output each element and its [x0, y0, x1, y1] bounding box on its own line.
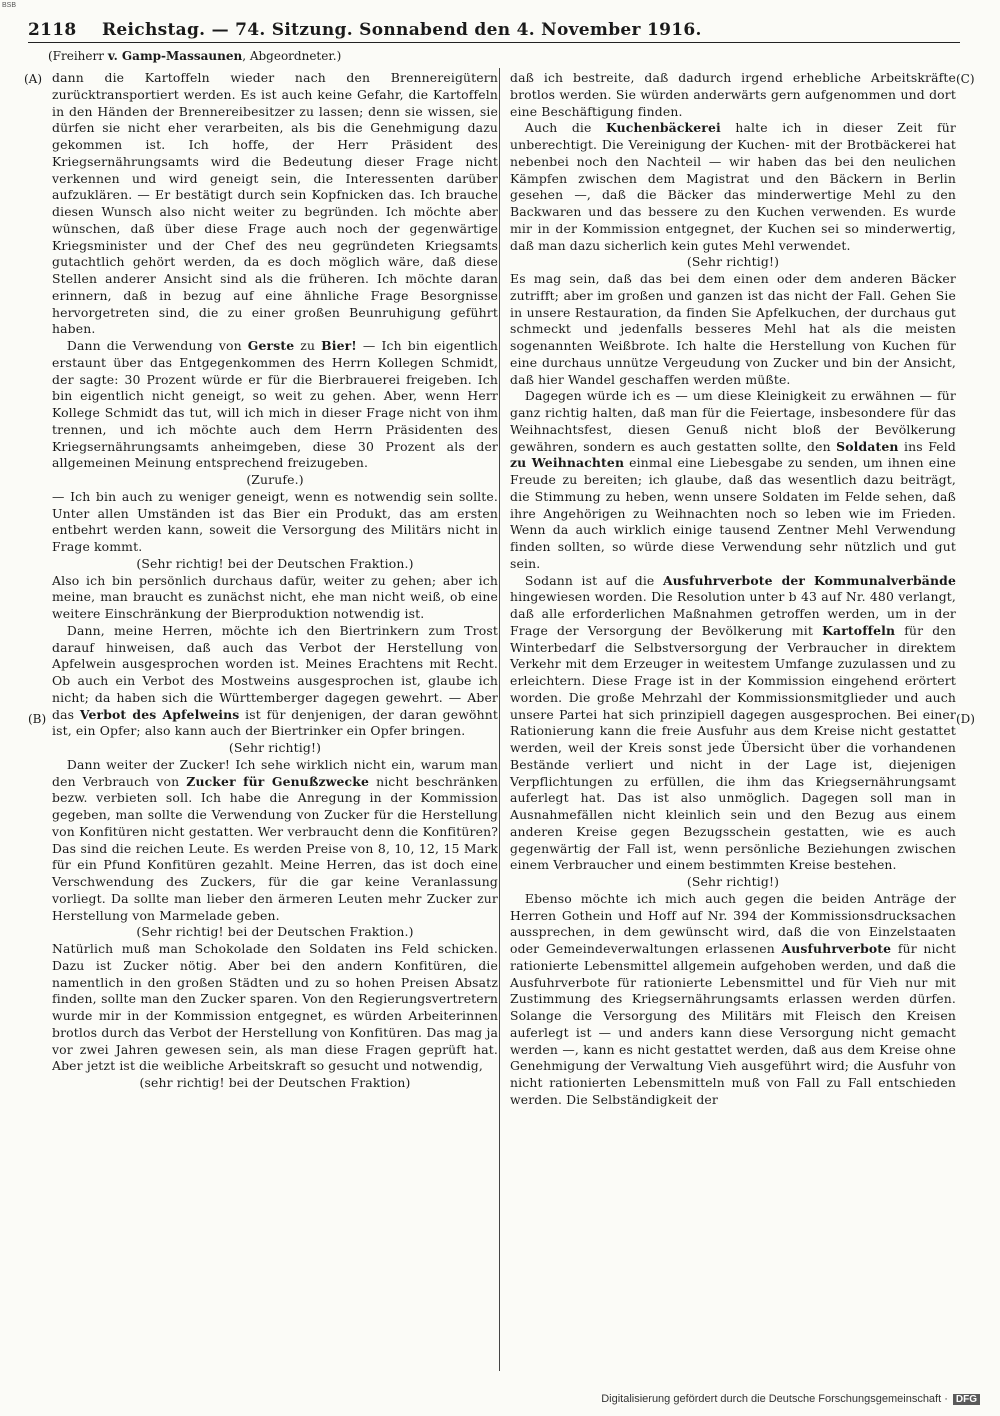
emphasis: Ausfuhrverbote der Kommunalverbände: [662, 572, 956, 588]
interjection: (Sehr richtig!): [686, 874, 780, 889]
interjection: (Sehr richtig!): [228, 740, 322, 755]
speaker-line: [48, 49, 341, 63]
paragraph: Auch die Kuchenbäckerei halte ich in dieser Zeit für unberechtigt. Die Vereinigung der Kuchen- mit der Brotbäckerei hat nebenbei noch den Nachteil — wir haben das bei den neulichen Kämpfen zwischen dem Magistrat und den Bäckern in Berlin gesehen —, daß die Bäcker das minderwertige Mehl zu den Backwaren und das bessere zu den Kuchen verwenden. Es wurde mir in der Kommission entgegnet, der Kuchen sei so minderwertig, daß man dazu sicherlich kein gutes Mehl verwendet.: [510, 120, 956, 253]
margin-mark-b: (B): [28, 712, 47, 726]
emphasis: zu Weihnachten: [510, 455, 625, 471]
interjection: (Zurufe.): [246, 472, 304, 487]
emphasis: Verbot des Apfelweins: [79, 706, 240, 722]
interjection: (Sehr richtig! bei der Deutschen Fraktion.): [136, 555, 414, 571]
emphasis: Gerste: [247, 338, 295, 353]
paragraph: Es mag sein, daß das bei dem einen oder dem anderen Bäcker zutrifft; aber im großen und ganzen ist das nicht der Fall. Gehen Sie in unsere Restauration, da finden Sie Apfelkuchen, der durchaus gut schmeckt und jedenfalls besseres Mehl hat als die meisten sogenannten Weißbrote. Ich halte die Herstellung von Kuchen für eine durchaus unnütze Vergeudung von Zucker und bin der Ansicht, daß hier Wandel geschaffen werden müßte.: [510, 271, 956, 387]
margin-mark-c: (C): [956, 72, 975, 86]
paragraph: daß ich bestreite, daß dadurch irgend erhebliche Arbeitskräfte brotlos werden. Sie würden anderwärts gern aufgenommen und dort eine Beschäftigung finden.: [510, 70, 956, 119]
margin-mark-d: (D): [956, 712, 975, 726]
header-rule: [28, 42, 960, 43]
margin-mark-a: (A): [24, 72, 43, 86]
speaker-close: , Abgeordneter.): [242, 49, 342, 63]
page-header: [28, 14, 960, 44]
paragraph: Also ich bin persönlich durchaus dafür, weiter zu gehen; aber ich meine, man braucht es zunächst nicht, ehe man nicht weiß, ob eine weitere Einschränkung der Bierproduktion notwendig ist.: [52, 572, 498, 621]
emphasis: Soldaten: [836, 438, 899, 454]
emphasis: Ausfuhrverbote: [781, 941, 892, 956]
running-title: Reichstag. — 74. Sitzung. Sonnabend den 4. November 1916.: [102, 20, 702, 40]
scan-label: BSB: [2, 2, 17, 9]
paragraph: dann die Kartoffeln wieder nach den Brennereigütern zurücktransportiert werden. Es ist auch keine Gefahr, die Kartoffeln in den Händen der Brennereibesitzer zu lassen; denn sie wissen, sie dürfen sie nicht eher verarbeiten, als bis die Genehmigung dazu gekommen ist. Ich hoffe, der Herr Präsident des Kriegsernährungsamts wird die Bedeutung dieser Frage nicht verkennen und wird geneigt sein, die Interessenten darüber aufzuklären. — Er bestätigt durch sein Kopfnicken das. Ich brauche diesen Wunsch also nicht weiter zu begründen. Ich möchte aber wünschen, daß über diese Frage auch noch der gegenwärtige Kriegsminister und der Chef des neu gegründeten Kriegsamts gutachtlich gehört werden, da es doch möglich wäre, daß diese Stellen anderer Ansicht sind als die früheren. Ich möchte daran erinnern, daß in bezug auf eine ähnliche Frage Besorgnisse hervorgetreten sind, die zu einer großen Beunruhigung geführt haben.: [52, 70, 498, 337]
paragraph: Natürlich muß man Schokolade den Soldaten ins Feld schicken. Dazu ist Zucker nötig. Aber bei den andern Konfitüren, die namentlich in den großen Städten und zu so hohen Preisen Absatz finden, sollte man den Zucker sparen. Von den Regierungsvertretern wurde mir in der Kommission entgegnet, es würden Arbeiterinnen brotlos durch das Verbot der Herstellung von Konfitüren. Das mag ja vor zwei Jahren gewesen sein, als man diese Fragen geprüft hat. Aber jetzt ist die weibliche Arbeitskraft so gesucht und notwendig,: [52, 941, 498, 1074]
interjection: (Sehr richtig! bei der Deutschen Fraktion.): [136, 924, 414, 940]
paragraph: Sodann ist auf die Ausfuhrverbote der Kommunalverbände hingewiesen worden. Die Resolution unter b 43 auf Nr. 480 verlangt, daß alle erforderlichen Maßnahmen getroffen werden, um in der Frage der Versorgung der Bevölkerung mit Kartoffeln für den Winterbedarf die Selbstversorgung der Verbraucher in direktem Verkehr mit dem Erzeuger in weitestem Umfange zuzulassen und zu erleichtern. Diese Frage ist in der Kommission eingehend erörtert worden. Die große Mehrzahl der Kommissionsmitglieder und auch unsere Partei hat sich prinzipiell dagegen ausgesprochen. Bei einer Rationierung kann die freie Ausfuhr aus dem Kreise nicht gestattet werden, weil der Kreis sonst jede Übersicht über die vorhandenen Bestände verliert und nicht in der Lage ist, diejenigen Verpflichtungen zu erfüllen, die ihm das Kriegsernährungsamt auferlegt hat. Das ist also unmöglich. Dagegen soll man in Ausnahmefällen nicht kleinlich sein und den Bezug aus einem anderen Kreise gegen Bezugsschein gestatten, wie es auch gegenwärtig der Fall ist, wenn persönliche Beziehungen zwischen einem Verbraucher und einem bestimmten Kreise bestehen.: [510, 572, 956, 873]
footer-text: Digitalisierung gefördert durch die Deutsche Forschungsgemeinschaft ·: [601, 1393, 948, 1405]
page-number: 2118: [28, 20, 77, 40]
emphasis: Zucker für Genußzwecke: [186, 773, 370, 789]
paragraph: Dann weiter der Zucker! Ich sehe wirklich nicht ein, warum man den Verbrauch von Zucker für Genußzwecke nicht beschränken bezw. verbieten soll. Ich habe die Anregung in der Kommission gegeben, man sollte die Verwendung von Zucker für die Herstellung von Konfitüren nicht gestatten. Wer verbraucht denn die Konfitüren? Das sind die reichen Leute. Es werden Preise von 8, 10, 12, 15 Mark für ein Pfund Konfitüren gezahlt. Meine Herren, das ist doch eine Verschwendung des Zuckers, für die gar keine Veranlassung vorliegt. Da sollte man lieber den ärmeren Leuten mehr Zucker zur Herstellung von Marmelade geben.: [52, 756, 498, 923]
interjection: (sehr richtig! bei der Deutschen Fraktion): [139, 1075, 411, 1090]
paragraph: Dann, meine Herren, möchte ich den Biertrinkern zum Trost darauf hinweisen, daß auch das Verbot der Herstellung von Apfelwein ausgesprochen worden ist. Meines Erachtens mit Recht. Ob auch ein Verbot des Mostweins ausgesprochen ist, glaube ich nicht; da haben sich die Württemberger dagegen gewehrt. — Aber das Verbot des Apfelweins ist für denjenigen, der daran gewöhnt ist, ein Opfer; also kann auch der Biertrinker ein Opfer bringen.: [52, 622, 498, 739]
funding-footer: [601, 1393, 980, 1405]
paragraph: Dagegen würde ich es — um diese Kleinigkeit zu erwähnen — für ganz richtig halten, daß man für die Feiertage, insbesondere für das Weihnachtsfest, diesen Genuß nicht bloß der Bevölkerung gewähren, sondern es auch gestatten sollte, den Soldaten ins Feld zu Weihnachten einmal eine Liebesgabe zu senden, um ihnen eine Freude zu bereiten; ich glaube, daß das wesentlich dazu beiträgt, die Stimmung zu heben, wenn unsere Soldaten im Felde sehen, daß ihre Angehörigen zu Weihnachten noch so leben wie im Frieden. Wenn da auch wirklich einige tausend Zentner Mehl Verwendung finden sollten, so würde diese Verwendung sehr nützlich und gut sein.: [510, 388, 956, 571]
left-column: [52, 70, 498, 1092]
paragraph: Dann die Verwendung von Gerste zu Bier! — Ich bin eigentlich erstaunt über das Entgegenkommen des Herrn Kollegen Schmidt, der sagte: 30 Prozent würde er für die Bierbrauerei freigeben. Ich bin eigentlich nicht geneigt, so weit zu gehen. Aber, wenn Herr Kollege Schmidt das tut, will ich mich in dieser Frage nicht von ihm trennen, und ich möchte auch dem Herrn Präsidenten des Kriegsernährungsamts anheimgeben, diese 30 Prozent als der allgemeinen Meinung entsprechend freizugeben.: [52, 338, 498, 471]
paragraph: Ebenso möchte ich mich auch gegen die beiden Anträge der Herren Gothein und Hoff auf Nr. 394 der Kommissionsdrucksachen aussprechen, in dem gewünscht wird, daß die von Einzelstaaten oder Gemeindeverwaltungen erlassenen Ausfuhrverbote für nicht rationierte Lebensmittel allgemein aufgehoben werden, und daß die Ausfuhrverbote für rationierte Lebensmittel und für Vieh nur mit Zustimmung des Kriegsernährungsamts erlassen werden dürfen. Solange die Versorgung des Militärs mit Fleisch den Kreisen auferlegt ist — und anders kann diese Versorgung nicht gemacht werden —, kann es nicht gestattet werden, daß aus dem Kreise ohne Genehmigung der Verwaltung Vieh ausgeführt wird; die Ausfuhr von nicht rationierten Lebensmitteln muß von Fall zu Fall entschieden werden. Die Selbständigkeit der: [510, 890, 956, 1107]
emphasis: Kartoffeln: [822, 622, 896, 638]
interjection: (Sehr richtig!): [686, 254, 780, 270]
dfg-logo: DFG: [953, 1394, 980, 1405]
speaker-name: v. Gamp-Massaunen: [107, 49, 243, 63]
speaker-open: (Freiherr: [48, 49, 108, 63]
emphasis: Kuchenbäckerei: [606, 120, 721, 136]
column-divider: [499, 68, 500, 1371]
right-column: [510, 70, 956, 1109]
paragraph: — Ich bin auch zu weniger geneigt, wenn es notwendig sein sollte. Unter allen Umständen ist das Bier ein Produkt, das am ersten entbehrt werden kann, soweit die Versorgung des Militärs nicht in Frage kommt.: [52, 488, 498, 554]
emphasis: Bier!: [321, 338, 357, 353]
